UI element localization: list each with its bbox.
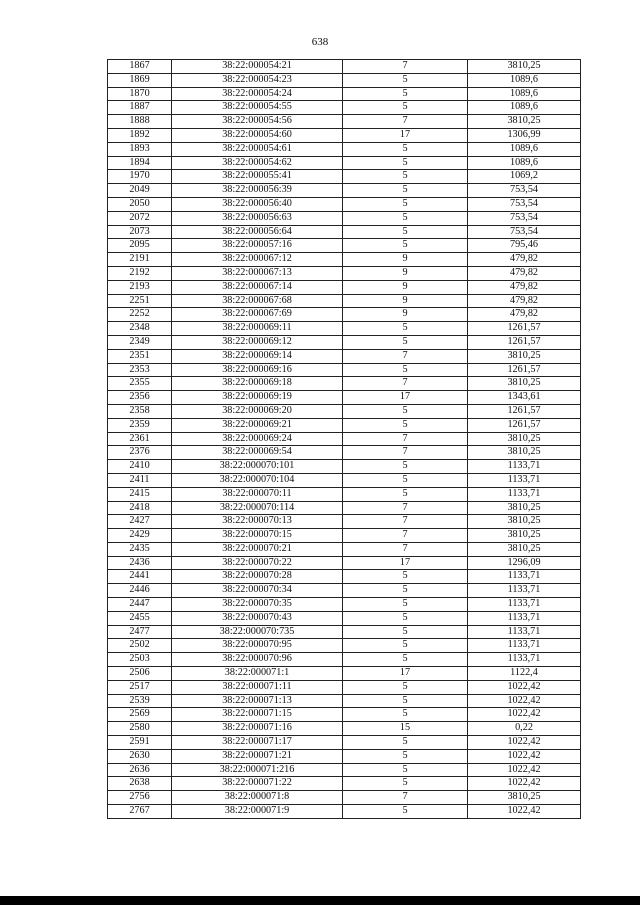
value-cell: 1069,2 <box>468 170 581 184</box>
cadastral-number-cell: 38:22:000054:61 <box>172 142 343 156</box>
row-number-cell: 2502 <box>108 639 172 653</box>
value-cell: 1261,57 <box>468 363 581 377</box>
row-number-cell: 1892 <box>108 128 172 142</box>
cadastral-number-cell: 38:22:000056:63 <box>172 211 343 225</box>
group-cell: 5 <box>343 473 468 487</box>
cadastral-number-cell: 38:22:000070:735 <box>172 625 343 639</box>
table-row <box>108 777 581 791</box>
group-cell: 5 <box>343 404 468 418</box>
row-number-cell: 2591 <box>108 736 172 750</box>
group-cell: 5 <box>343 335 468 349</box>
table-body <box>108 60 581 819</box>
cadastral-number-cell: 38:22:000054:56 <box>172 115 343 129</box>
table-row <box>108 322 581 336</box>
group-cell: 9 <box>343 280 468 294</box>
value-cell: 753,54 <box>468 184 581 198</box>
table-row <box>108 101 581 115</box>
value-cell: 1022,42 <box>468 680 581 694</box>
table-row <box>108 653 581 667</box>
group-cell: 5 <box>343 239 468 253</box>
group-cell: 7 <box>343 432 468 446</box>
table-row <box>108 170 581 184</box>
table-row <box>108 308 581 322</box>
cadastral-number-cell: 38:22:000069:24 <box>172 432 343 446</box>
value-cell: 1296,09 <box>468 556 581 570</box>
value-cell: 479,82 <box>468 253 581 267</box>
table-row <box>108 791 581 805</box>
value-cell: 1089,6 <box>468 73 581 87</box>
row-number-cell: 2630 <box>108 749 172 763</box>
row-number-cell: 2073 <box>108 225 172 239</box>
value-cell: 1089,6 <box>468 142 581 156</box>
value-cell: 1133,71 <box>468 487 581 501</box>
group-cell: 5 <box>343 487 468 501</box>
table-row <box>108 570 581 584</box>
table-row <box>108 473 581 487</box>
value-cell: 1022,42 <box>468 763 581 777</box>
row-number-cell: 2429 <box>108 529 172 543</box>
group-cell: 5 <box>343 211 468 225</box>
table-row <box>108 266 581 280</box>
row-number-cell: 2441 <box>108 570 172 584</box>
value-cell: 3810,25 <box>468 60 581 74</box>
cadastral-number-cell: 38:22:000069:11 <box>172 322 343 336</box>
group-cell: 5 <box>343 805 468 819</box>
group-cell: 9 <box>343 253 468 267</box>
row-number-cell: 2539 <box>108 694 172 708</box>
value-cell: 1261,57 <box>468 335 581 349</box>
cadastral-number-cell: 38:22:000069:14 <box>172 349 343 363</box>
value-cell: 1022,42 <box>468 736 581 750</box>
value-cell: 1306,99 <box>468 128 581 142</box>
row-number-cell: 1888 <box>108 115 172 129</box>
value-cell: 1133,71 <box>468 473 581 487</box>
group-cell: 17 <box>343 128 468 142</box>
value-cell: 1089,6 <box>468 87 581 101</box>
cadastral-number-cell: 38:22:000071:11 <box>172 680 343 694</box>
cadastral-number-cell: 38:22:000070:35 <box>172 598 343 612</box>
group-cell: 7 <box>343 377 468 391</box>
row-number-cell: 1869 <box>108 73 172 87</box>
row-number-cell: 1893 <box>108 142 172 156</box>
value-cell: 1022,42 <box>468 805 581 819</box>
table-row <box>108 60 581 74</box>
value-cell: 1022,42 <box>468 708 581 722</box>
row-number-cell: 2411 <box>108 473 172 487</box>
row-number-cell: 2756 <box>108 791 172 805</box>
cadastral-number-cell: 38:22:000057:16 <box>172 239 343 253</box>
row-number-cell: 2355 <box>108 377 172 391</box>
group-cell: 5 <box>343 101 468 115</box>
row-number-cell: 2427 <box>108 515 172 529</box>
value-cell: 1133,71 <box>468 598 581 612</box>
table-row <box>108 708 581 722</box>
row-number-cell: 2359 <box>108 418 172 432</box>
value-cell: 1022,42 <box>468 749 581 763</box>
group-cell: 7 <box>343 60 468 74</box>
value-cell: 479,82 <box>468 280 581 294</box>
value-cell: 479,82 <box>468 266 581 280</box>
table-row <box>108 556 581 570</box>
table-row <box>108 446 581 460</box>
value-cell: 479,82 <box>468 294 581 308</box>
table-row <box>108 432 581 446</box>
row-number-cell: 2638 <box>108 777 172 791</box>
value-cell: 753,54 <box>468 197 581 211</box>
table-row <box>108 529 581 543</box>
group-cell: 5 <box>343 653 468 667</box>
group-cell: 5 <box>343 460 468 474</box>
value-cell: 1089,6 <box>468 101 581 115</box>
value-cell: 3810,25 <box>468 529 581 543</box>
group-cell: 5 <box>343 197 468 211</box>
group-cell: 5 <box>343 680 468 694</box>
table-row <box>108 584 581 598</box>
group-cell: 7 <box>343 446 468 460</box>
value-cell: 1133,71 <box>468 653 581 667</box>
row-number-cell: 2191 <box>108 253 172 267</box>
row-number-cell: 2353 <box>108 363 172 377</box>
table-row <box>108 598 581 612</box>
table-row <box>108 418 581 432</box>
value-cell: 1261,57 <box>468 322 581 336</box>
row-number-cell: 2569 <box>108 708 172 722</box>
table-row <box>108 722 581 736</box>
value-cell: 1089,6 <box>468 156 581 170</box>
group-cell: 9 <box>343 294 468 308</box>
table-row <box>108 377 581 391</box>
row-number-cell: 2418 <box>108 501 172 515</box>
row-number-cell: 2435 <box>108 542 172 556</box>
table-row <box>108 197 581 211</box>
row-number-cell: 2252 <box>108 308 172 322</box>
value-cell: 1133,71 <box>468 584 581 598</box>
cadastral-number-cell: 38:22:000054:60 <box>172 128 343 142</box>
group-cell: 5 <box>343 156 468 170</box>
row-number-cell: 2447 <box>108 598 172 612</box>
value-cell: 1343,61 <box>468 391 581 405</box>
row-number-cell: 2358 <box>108 404 172 418</box>
group-cell: 9 <box>343 266 468 280</box>
group-cell: 7 <box>343 349 468 363</box>
cadastral-number-cell: 38:22:000071:8 <box>172 791 343 805</box>
group-cell: 5 <box>343 184 468 198</box>
value-cell: 1022,42 <box>468 777 581 791</box>
table-row <box>108 156 581 170</box>
value-cell: 1133,71 <box>468 460 581 474</box>
row-number-cell: 2436 <box>108 556 172 570</box>
group-cell: 5 <box>343 598 468 612</box>
cadastral-number-cell: 38:22:000070:34 <box>172 584 343 598</box>
cadastral-number-cell: 38:22:000069:20 <box>172 404 343 418</box>
row-number-cell: 2192 <box>108 266 172 280</box>
cadastral-number-cell: 38:22:000067:13 <box>172 266 343 280</box>
row-number-cell: 2580 <box>108 722 172 736</box>
group-cell: 5 <box>343 570 468 584</box>
row-number-cell: 1970 <box>108 170 172 184</box>
table-row <box>108 253 581 267</box>
cadastral-number-cell: 38:22:000069:18 <box>172 377 343 391</box>
cadastral-number-cell: 38:22:000070:21 <box>172 542 343 556</box>
table-row <box>108 391 581 405</box>
cadastral-number-cell: 38:22:000069:19 <box>172 391 343 405</box>
table-row <box>108 280 581 294</box>
group-cell: 5 <box>343 322 468 336</box>
row-number-cell: 2503 <box>108 653 172 667</box>
group-cell: 5 <box>343 625 468 639</box>
row-number-cell: 2415 <box>108 487 172 501</box>
group-cell: 9 <box>343 308 468 322</box>
table-row <box>108 225 581 239</box>
row-number-cell: 2356 <box>108 391 172 405</box>
group-cell: 5 <box>343 225 468 239</box>
group-cell: 5 <box>343 708 468 722</box>
table-row <box>108 184 581 198</box>
group-cell: 5 <box>343 142 468 156</box>
cadastral-number-cell: 38:22:000069:54 <box>172 446 343 460</box>
value-cell: 3810,25 <box>468 446 581 460</box>
group-cell: 5 <box>343 363 468 377</box>
row-number-cell: 2361 <box>108 432 172 446</box>
cadastral-number-cell: 38:22:000067:12 <box>172 253 343 267</box>
row-number-cell: 2767 <box>108 805 172 819</box>
table-row <box>108 542 581 556</box>
table-row <box>108 211 581 225</box>
page-number: 638 <box>311 36 329 48</box>
cadastral-number-cell: 38:22:000071:22 <box>172 777 343 791</box>
cadastral-number-cell: 38:22:000070:22 <box>172 556 343 570</box>
table-row <box>108 680 581 694</box>
group-cell: 5 <box>343 73 468 87</box>
group-cell: 5 <box>343 639 468 653</box>
value-cell: 1261,57 <box>468 404 581 418</box>
table-row <box>108 805 581 819</box>
group-cell: 5 <box>343 418 468 432</box>
cadastral-number-cell: 38:22:000054:55 <box>172 101 343 115</box>
row-number-cell: 2455 <box>108 611 172 625</box>
value-cell: 753,54 <box>468 211 581 225</box>
table-row <box>108 736 581 750</box>
value-cell: 1133,71 <box>468 570 581 584</box>
table-row <box>108 73 581 87</box>
value-cell: 1122,4 <box>468 667 581 681</box>
value-cell: 3810,25 <box>468 377 581 391</box>
value-cell: 3810,25 <box>468 542 581 556</box>
row-number-cell: 2072 <box>108 211 172 225</box>
cadastral-number-cell: 38:22:000054:24 <box>172 87 343 101</box>
value-cell: 0,22 <box>468 722 581 736</box>
row-number-cell: 2251 <box>108 294 172 308</box>
group-cell: 5 <box>343 694 468 708</box>
cadastral-number-cell: 38:22:000070:104 <box>172 473 343 487</box>
cadastral-number-cell: 38:22:000070:13 <box>172 515 343 529</box>
group-cell: 5 <box>343 763 468 777</box>
cadastral-number-cell: 38:22:000071:21 <box>172 749 343 763</box>
value-cell: 795,46 <box>468 239 581 253</box>
row-number-cell: 2446 <box>108 584 172 598</box>
group-cell: 17 <box>343 391 468 405</box>
group-cell: 5 <box>343 87 468 101</box>
table-row <box>108 749 581 763</box>
value-cell: 479,82 <box>468 308 581 322</box>
table-row <box>108 87 581 101</box>
row-number-cell: 1887 <box>108 101 172 115</box>
cadastral-number-cell: 38:22:000055:41 <box>172 170 343 184</box>
group-cell: 5 <box>343 611 468 625</box>
table-row <box>108 404 581 418</box>
cadastral-number-cell: 38:22:000071:17 <box>172 736 343 750</box>
cadastral-number-cell: 38:22:000071:9 <box>172 805 343 819</box>
table-row <box>108 115 581 129</box>
cadastral-number-cell: 38:22:000070:43 <box>172 611 343 625</box>
row-number-cell: 2517 <box>108 680 172 694</box>
value-cell: 3810,25 <box>468 515 581 529</box>
table-row <box>108 694 581 708</box>
cadastral-number-cell: 38:22:000071:1 <box>172 667 343 681</box>
cadastral-number-cell: 38:22:000070:11 <box>172 487 343 501</box>
group-cell: 7 <box>343 542 468 556</box>
group-cell: 15 <box>343 722 468 736</box>
row-number-cell: 1894 <box>108 156 172 170</box>
group-cell: 5 <box>343 777 468 791</box>
row-number-cell: 2050 <box>108 197 172 211</box>
cadastral-number-cell: 38:22:000054:23 <box>172 73 343 87</box>
cadastral-number-cell: 38:22:000071:16 <box>172 722 343 736</box>
table-row <box>108 142 581 156</box>
table-row <box>108 667 581 681</box>
table-row <box>108 294 581 308</box>
row-number-cell: 2636 <box>108 763 172 777</box>
table-row <box>108 515 581 529</box>
value-cell: 3810,25 <box>468 501 581 515</box>
group-cell: 7 <box>343 501 468 515</box>
cadastral-number-cell: 38:22:000054:62 <box>172 156 343 170</box>
cadastral-number-cell: 38:22:000070:28 <box>172 570 343 584</box>
cadastral-number-cell: 38:22:000070:95 <box>172 639 343 653</box>
cadastral-number-cell: 38:22:000056:39 <box>172 184 343 198</box>
cadastral-number-cell: 38:22:000070:15 <box>172 529 343 543</box>
cadastral-number-cell: 38:22:000071:13 <box>172 694 343 708</box>
table-row <box>108 487 581 501</box>
group-cell: 7 <box>343 529 468 543</box>
row-number-cell: 2193 <box>108 280 172 294</box>
table-row <box>108 335 581 349</box>
cadastral-number-cell: 38:22:000069:12 <box>172 335 343 349</box>
group-cell: 5 <box>343 736 468 750</box>
row-number-cell: 2349 <box>108 335 172 349</box>
row-number-cell: 1867 <box>108 60 172 74</box>
cadastral-number-cell: 38:22:000070:101 <box>172 460 343 474</box>
group-cell: 7 <box>343 115 468 129</box>
group-cell: 5 <box>343 749 468 763</box>
table-row <box>108 128 581 142</box>
group-cell: 7 <box>343 791 468 805</box>
table-row <box>108 639 581 653</box>
data-table <box>107 59 581 819</box>
row-number-cell: 2351 <box>108 349 172 363</box>
group-cell: 7 <box>343 515 468 529</box>
table-row <box>108 239 581 253</box>
value-cell: 1133,71 <box>468 625 581 639</box>
value-cell: 1133,71 <box>468 639 581 653</box>
group-cell: 17 <box>343 556 468 570</box>
cadastral-number-cell: 38:22:000067:68 <box>172 294 343 308</box>
cadastral-number-cell: 38:22:000067:14 <box>172 280 343 294</box>
value-cell: 3810,25 <box>468 115 581 129</box>
value-cell: 3810,25 <box>468 432 581 446</box>
cadastral-number-cell: 38:22:000056:64 <box>172 225 343 239</box>
value-cell: 1261,57 <box>468 418 581 432</box>
row-number-cell: 2477 <box>108 625 172 639</box>
value-cell: 3810,25 <box>468 791 581 805</box>
value-cell: 1022,42 <box>468 694 581 708</box>
row-number-cell: 2410 <box>108 460 172 474</box>
row-number-cell: 2348 <box>108 322 172 336</box>
cadastral-number-cell: 38:22:000071:15 <box>172 708 343 722</box>
group-cell: 5 <box>343 584 468 598</box>
cadastral-number-cell: 38:22:000054:21 <box>172 60 343 74</box>
row-number-cell: 2095 <box>108 239 172 253</box>
row-number-cell: 1870 <box>108 87 172 101</box>
value-cell: 1133,71 <box>468 611 581 625</box>
cadastral-number-cell: 38:22:000069:21 <box>172 418 343 432</box>
table-row <box>108 501 581 515</box>
row-number-cell: 2376 <box>108 446 172 460</box>
cadastral-number-cell: 38:22:000069:16 <box>172 363 343 377</box>
row-number-cell: 2506 <box>108 667 172 681</box>
group-cell: 17 <box>343 667 468 681</box>
table-row <box>108 363 581 377</box>
scan-bottom-edge <box>0 896 640 905</box>
table-row <box>108 349 581 363</box>
table-row <box>108 763 581 777</box>
cadastral-number-cell: 38:22:000070:114 <box>172 501 343 515</box>
group-cell: 5 <box>343 170 468 184</box>
table-row <box>108 611 581 625</box>
value-cell: 753,54 <box>468 225 581 239</box>
table-row <box>108 460 581 474</box>
row-number-cell: 2049 <box>108 184 172 198</box>
value-cell: 3810,25 <box>468 349 581 363</box>
table-row <box>108 625 581 639</box>
cadastral-number-cell: 38:22:000067:69 <box>172 308 343 322</box>
cadastral-number-cell: 38:22:000056:40 <box>172 197 343 211</box>
cadastral-number-cell: 38:22:000071:216 <box>172 763 343 777</box>
cadastral-number-cell: 38:22:000070:96 <box>172 653 343 667</box>
